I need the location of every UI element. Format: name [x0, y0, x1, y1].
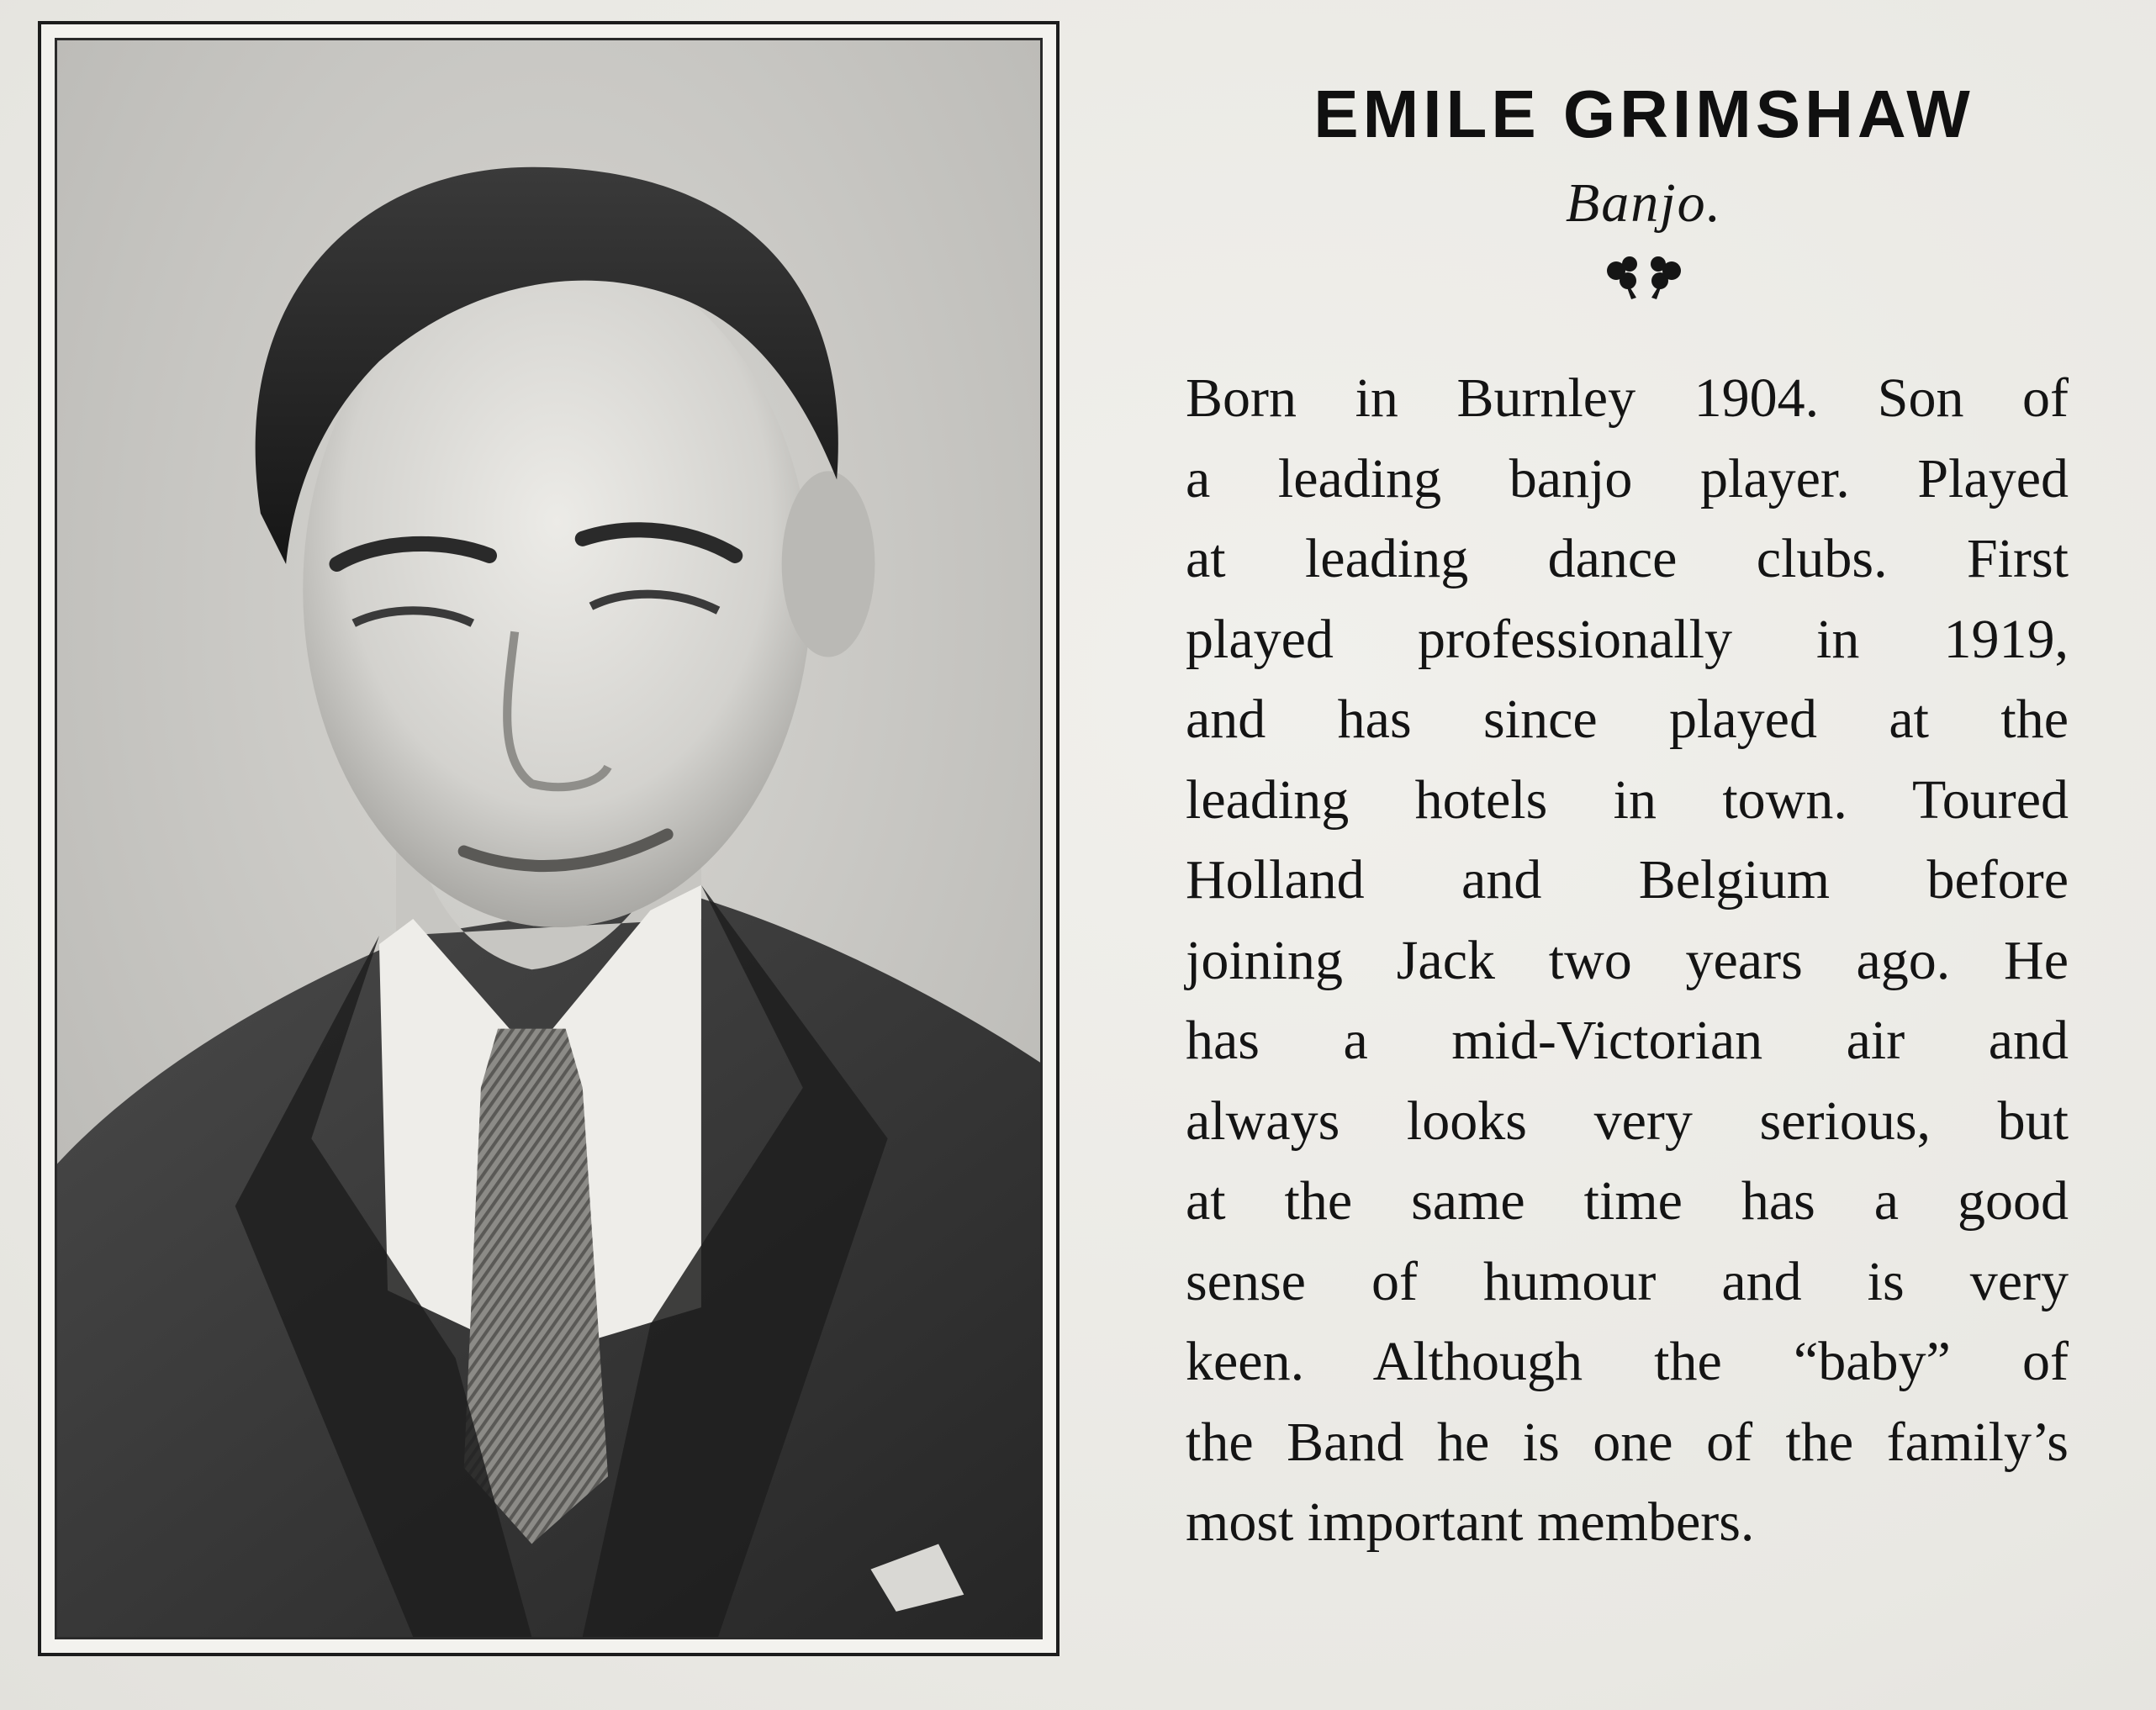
bio-line: sense of humour and is very [1186, 1250, 2069, 1312]
bio-line: a leading banjo player. Played [1186, 447, 2069, 509]
biography-column [1186, 76, 2069, 1563]
musician-name: EMILE GRIMSHAW [1313, 77, 1974, 151]
bio-line: at leading dance clubs. First [1186, 528, 2069, 589]
portrait-photo [55, 38, 1043, 1639]
bio-line: and has since played at the [1186, 689, 2069, 750]
photo-frame [38, 21, 1060, 1656]
bio-line: played professionally in 1919, [1186, 608, 2069, 670]
bio-line: has a mid-Victorian air and [1186, 1010, 2069, 1071]
bio-line: Born in Burnley 1904. Son of [1186, 367, 2069, 429]
bio-line: joining Jack two years ago. He [1186, 929, 2069, 991]
bio-line: Holland and Belgium before [1186, 849, 2069, 910]
fleuron-icon [1219, 247, 2069, 306]
instrument-label: Banjo. [1565, 172, 1723, 234]
bio-line: most important members. [1186, 1491, 1755, 1553]
bio-line: leading hotels in town. Toured [1186, 768, 2069, 831]
bio-line: always looks very serious, but [1186, 1090, 2069, 1152]
bio-line: at the same time has a good [1186, 1170, 2069, 1232]
bio-line: keen. Although the “baby” of [1186, 1331, 2069, 1392]
portrait-image [57, 40, 1040, 1637]
biography-text [1186, 358, 2069, 1563]
bio-line: the Band he is one of the family’s [1186, 1411, 2069, 1473]
